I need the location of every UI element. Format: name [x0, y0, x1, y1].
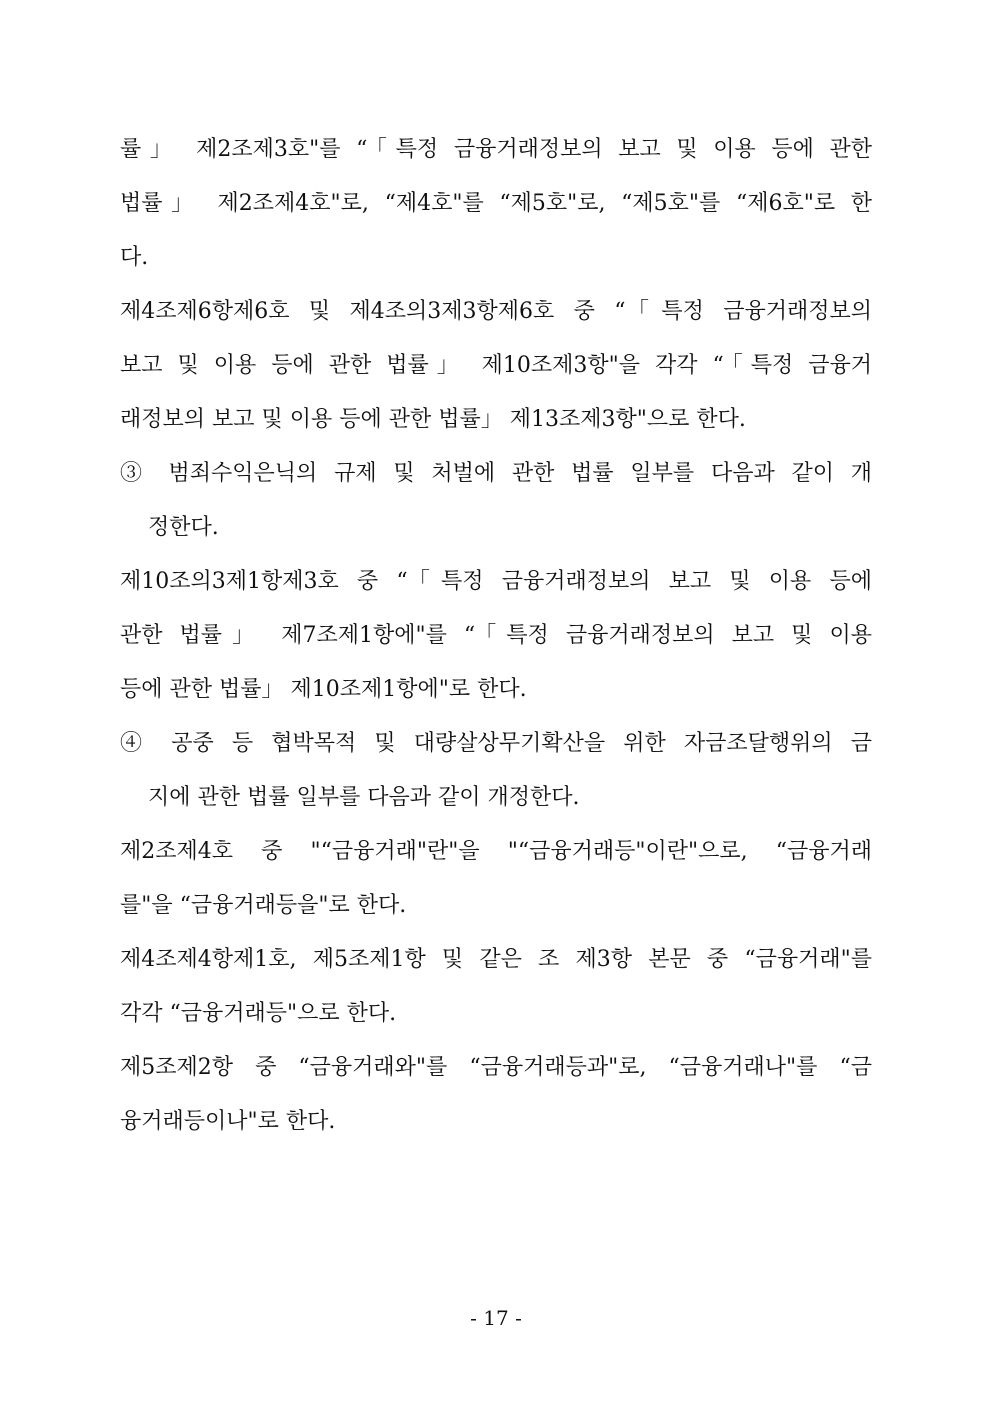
body-text-line: 제4조제6항제6호 및 제4조의3제3항제6호 중 “「특정 금융거래정보의 — [120, 299, 872, 324]
body-text-line: 지에 관한 법률 일부를 다음과 같이 개정한다. — [148, 785, 580, 810]
body-text-line: ④ 공중 등 협박목적 및 대량살상무기확산을 위한 자금조달행위의 금 — [120, 731, 872, 756]
body-text-line: 정한다. — [148, 515, 219, 540]
body-text-line: 래정보의 보고 및 이용 등에 관한 법률」 제13조제3항"으로 한다. — [120, 407, 746, 432]
body-text-line: ③ 범죄수익은닉의 규제 및 처벌에 관한 법률 일부를 다음과 같이 개 — [120, 461, 872, 486]
body-text-line: 제10조의3제1항제3호 중 “「특정 금융거래정보의 보고 및 이용 등에 — [120, 569, 872, 594]
body-text-line: 를"을 “금융거래등을"로 한다. — [120, 893, 407, 918]
body-text-line: 보고 및 이용 등에 관한 법률」 제10조제3항"을 각각 “「특정 금융거 — [120, 353, 872, 378]
body-text-line: 융거래등이나"로 한다. — [120, 1109, 336, 1134]
body-text-line: 률」 제2조제3호"를 “「특정 금융거래정보의 보고 및 이용 등에 관한 — [120, 137, 872, 162]
body-text-line: 관한 법률」 제7조제1항에"를 “「특정 금융거래정보의 보고 및 이용 — [120, 623, 872, 648]
body-text-line: 다. — [120, 245, 149, 270]
body-text-line: 제4조제4항제1호, 제5조제1항 및 같은 조 제3항 본문 중 “금융거래"를 — [120, 947, 872, 972]
body-text-line: 각각 “금융거래등"으로 한다. — [120, 1001, 397, 1026]
body-text-line: 법률」 제2조제4호"로, “제4호"를 “제5호"로, “제5호"를 “제6호"로 한 — [120, 191, 872, 216]
page-number: - 17 - — [470, 1306, 522, 1330]
body-text-line: 제2조제4호 중 "“금융거래"란"을 "“금융거래등"이란"으로, “금융거래 — [120, 839, 872, 864]
body-text-line: 등에 관한 법률」 제10조제1항에"로 한다. — [120, 677, 527, 702]
body-text-line: 제5조제2항 중 “금융거래와"를 “금융거래등과"로, “금융거래나"를 “금 — [120, 1055, 872, 1080]
